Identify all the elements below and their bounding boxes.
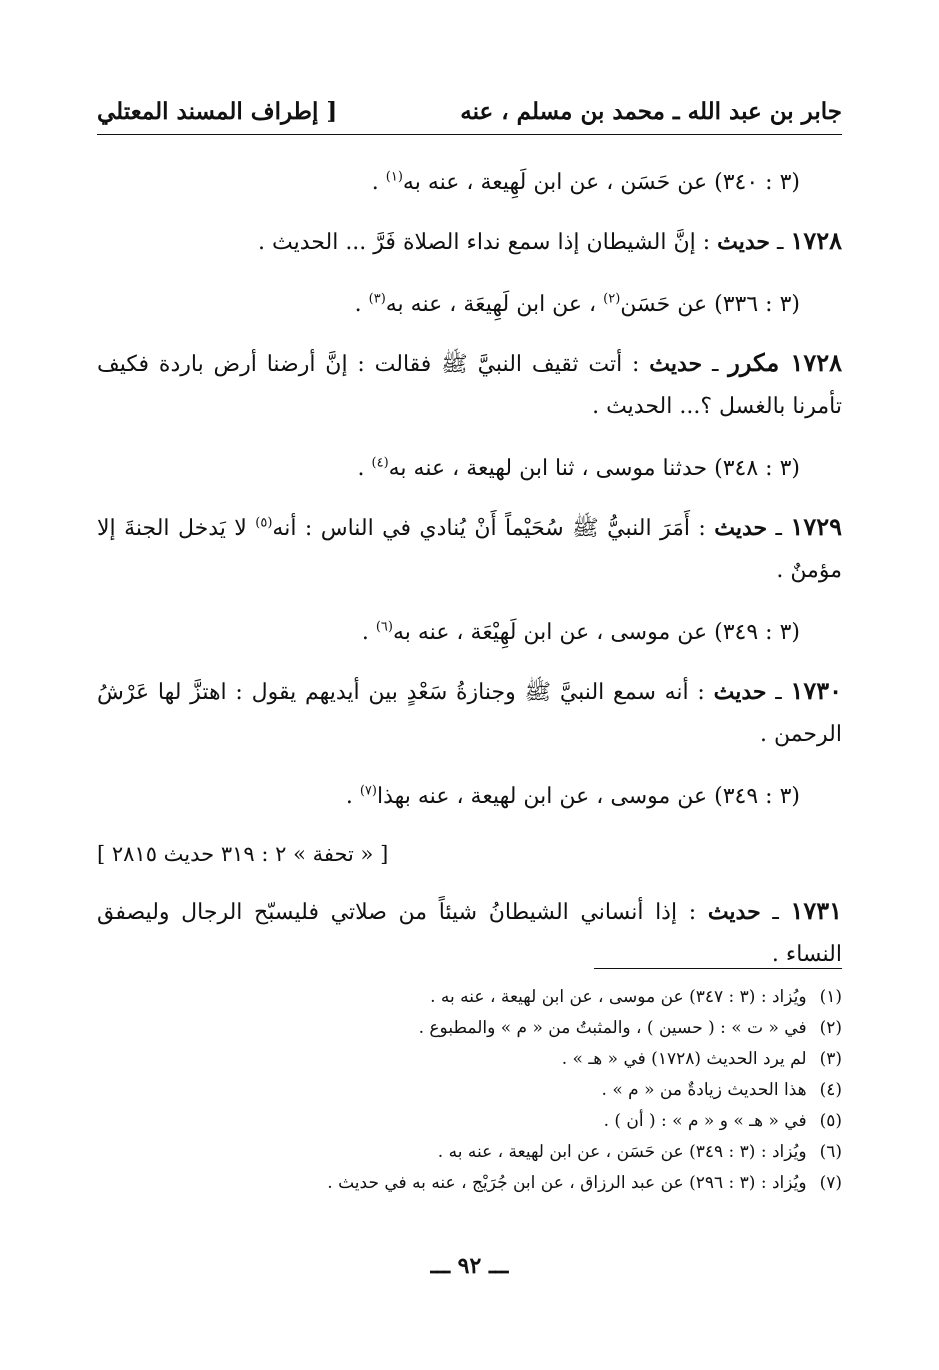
footnote-ref: (٧) (359, 783, 377, 799)
footnote-ref: (٦) (375, 619, 393, 635)
footnote-2: (٢) في « ت » : ( حسين ) ، والمثبتُ من « م » والمطبوع . (418, 1018, 842, 1038)
footnote-4: (٤) هذا الحديث زيادةٌ من « م » . (601, 1080, 842, 1100)
footnote-5: (٥) في « هـ » و « م » : ( أن ) . (603, 1111, 842, 1131)
entry-number: ١٧٢٩ (790, 512, 842, 541)
entry-number: ١٧٢٨ (790, 226, 842, 255)
footnote-ref: (٣) (368, 291, 386, 307)
entry-keyword: حديث (713, 679, 767, 705)
entry-keyword: حديث (717, 229, 770, 255)
header-title-right: جابر بن عبد الله ـ محمد بن مسلم ، عنه (460, 98, 842, 125)
footnote-ref: (٤) (371, 455, 389, 471)
entry-text: : إنَّ الشيطان إذا سمع نداء الصلاة فَرَّ ... الحديث . (258, 230, 718, 255)
entry-text: : أتت ثقيف النبيَّ ﷺ فقالت : إنَّ أرضنا أرض باردة فكيف تأمرنا بالغسل ؟... الحديث . (97, 352, 842, 419)
running-header (97, 98, 842, 134)
entry-keyword: حديث (714, 515, 768, 541)
hadith-entry-1730: ١٧٣٠ ـ حديث : أنه سمع النبيَّ ﷺ وجنازةُ سَعْدٍ بين أيديهم يقول : اهتزَّ لها عَرْشُ الرحمن . (97, 676, 842, 747)
page-number: ـــ ٩٢ ـــ (430, 1253, 509, 1279)
hadith-entry-1728: ١٧٢٨ ـ حديث : إنَّ الشيطان إذا سمع نداء الصلاة فَرَّ ... الحديث . (258, 226, 842, 255)
hadith-entry-1731: ١٧٣١ ـ حديث : إذا أنساني الشيطانُ شيئاً من صلاتي فليسبّح الرجال وليصفق النساء . (97, 896, 842, 967)
footnote-divider (594, 968, 842, 969)
entry-text-cont: لا يَدخل الجنةَ إلا مؤمنٌ . (97, 516, 842, 583)
source-line-1: (٣ : ٣٤٠) عن حَسَن ، عن ابن لَهِيعة ، عنه به$^{(١)}$ . (371, 169, 800, 195)
source-line-5: (٣ : ٣٤٩) عن موسى ، عن ابن لهيعة ، عنه بهذا$^{(٧)}$ . (345, 783, 800, 809)
header-divider (97, 134, 842, 135)
hadith-entry-1729: ١٧٢٩ ـ حديث : أَمَرَ النبيُّ ﷺ سُحَيْماً أَنْ يُنادي في الناس : أنه$^{(٥)}$ لا يَدخل الجنةَ إلا مؤمنٌ . (97, 512, 842, 583)
footnotes (97, 982, 842, 1199)
footnote-1: (١) ويُزاد : (٣ : ٣٤٧) عن موسى ، عن ابن لهيعة ، عنه به . (430, 987, 842, 1007)
footnote-7: (٧) ويُزاد : (٣ : ٢٩٦) عن عبد الرزاق ، عن ابن جُرَيْج ، عنه به في حديث . (327, 1173, 842, 1193)
main-text (97, 162, 842, 976)
footnote-ref: (٢) (603, 291, 621, 307)
footnote-ref: (٥) (255, 515, 273, 531)
entry-keyword: حديث (707, 899, 761, 925)
header-title-left: [ إطراف المسند المعتلي (97, 98, 338, 125)
source-line-3: (٣ : ٣٤٨) حدثنا موسى ، ثنا ابن لهيعة ، عنه به$^{(٤)}$ . (357, 455, 800, 481)
entry-text: : أنه سمع النبيَّ ﷺ وجنازةُ سَعْدٍ بين أيديهم يقول : اهتزَّ لها عَرْشُ الرحمن . (97, 680, 842, 747)
entry-number: ١٧٣٠ (790, 676, 842, 705)
entry-text: : إذا أنساني الشيطانُ شيئاً من صلاتي فليسبّح الرجال وليصفق النساء . (97, 900, 842, 967)
entry-number: ١٧٣١ (790, 896, 842, 925)
footnote-3: (٣) لم يرد الحديث (١٧٢٨) في « هـ » . (561, 1049, 842, 1069)
entry-text: : أَمَرَ النبيُّ ﷺ سُحَيْماً أَنْ يُنادي في الناس : أنه (272, 516, 715, 541)
hadith-entry-1728-repeat: ١٧٢٨ مكرر ـ حديث : أتت ثقيف النبيَّ ﷺ فقالت : إنَّ أرضنا أرض باردة فكيف تأمرنا بالغسل ؟... الحديث . (97, 348, 843, 419)
footnote-6: (٦) ويُزاد : (٣ : ٣٤٩) عن حَسَن ، عن ابن لهيعة ، عنه به . (437, 1142, 842, 1162)
footnote-ref: (١) (385, 169, 403, 185)
source-line-2: (٣ : ٣٣٦) عن حَسَن$^{(٢)}$ ، عن ابن لَهِيعَة ، عنه به$^{(٣)}$ . (354, 291, 800, 317)
entry-number: ١٧٢٨ مكرر (728, 348, 843, 377)
source-line-4: (٣ : ٣٤٩) عن موسى ، عن ابن لَهِيْعَة ، عنه به$^{(٦)}$ . (361, 619, 800, 645)
entry-keyword: حديث (649, 351, 703, 377)
tuhfa-reference: [ « تحفة » ٢ : ٣١٩ حديث ٢٨١٥ ] (97, 842, 389, 866)
